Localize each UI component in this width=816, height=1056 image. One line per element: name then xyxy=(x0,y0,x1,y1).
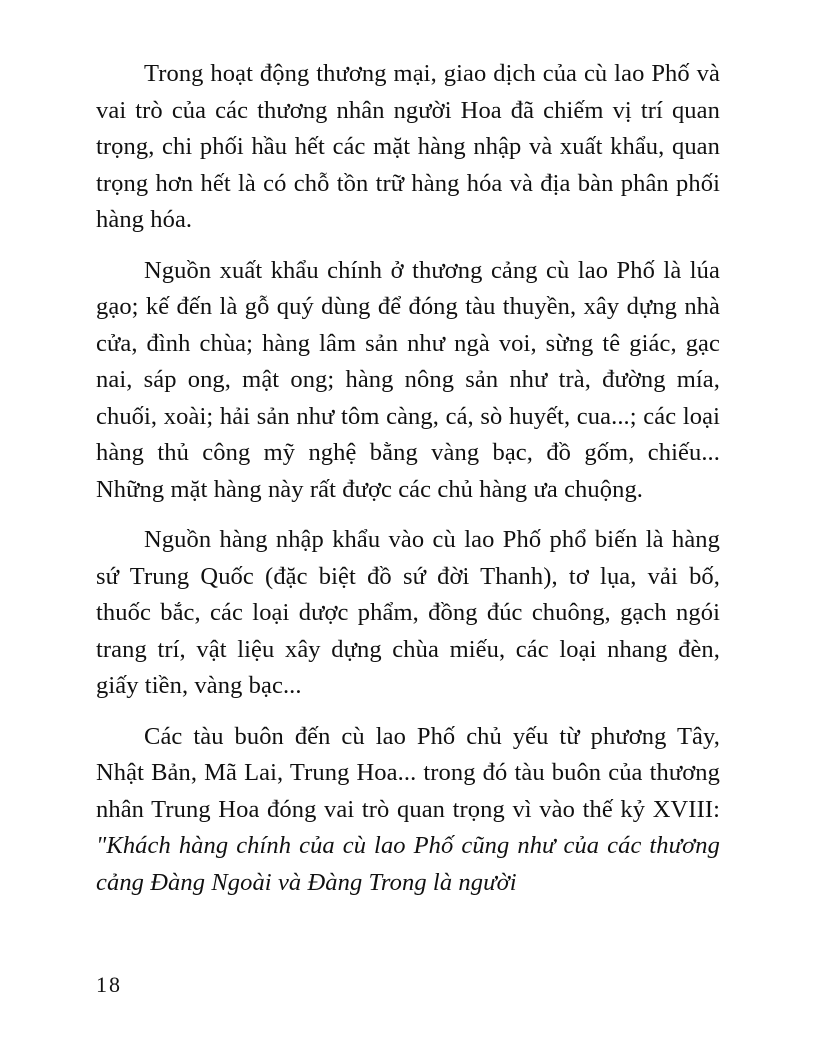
document-page xyxy=(96,56,720,915)
paragraph-trade-role: Trong hoạt động thương mại, giao dịch của cù lao Phố và vai trò của các thương nhân người Hoa đã chiếm vị trí quan trọng, chi phối hầu hết các mặt hàng nhập và xuất khẩu, quan trọng hơn hết là có chỗ tồn trữ hàng hóa và địa bàn phân phối hàng hóa. xyxy=(96,60,720,233)
paragraph-exports: Nguồn xuất khẩu chính ở thương cảng cù lao Phố là lúa gạo; kế đến là gỗ quý dùng để đóng tàu thuyền, xây dựng nhà cửa, đình chùa; hàng lâm sản như ngà voi, sừng tê giác, gạc nai, sáp ong, mật ong; hàng nông sản như trà, đường mía, chuối, xoài; hải sản như tôm càng, cá, sò huyết, cua...; các loại hàng thủ công mỹ nghệ bằng vàng bạc, đồ gốm, chiếu... Những mặt hàng này rất được các chủ hàng ưa chuộng. xyxy=(96,256,720,503)
paragraph-merchant-ships xyxy=(96,719,720,902)
paragraph-merchant-ships-text: Các tàu buôn đến cù lao Phố chủ yếu từ phương Tây, Nhật Bản, Mã Lai, Trung Hoa... trong đó tàu buôn của thương nhân Trung Hoa đóng vai trò quan trọng vì vào thế kỷ XVIII: xyxy=(96,722,720,823)
paragraph-imports: Nguồn hàng nhập khẩu vào cù lao Phố phổ biến là hàng sứ Trung Quốc (đặc biệt đồ sứ đời Thanh), tơ lụa, vải bố, thuốc bắc, các loại dược phẩm, đồng đúc chuông, gạch ngói trang trí, vật liệu xây dựng chùa miếu, các loại nhang đèn, giấy tiền, vàng bạc... xyxy=(96,526,720,699)
quote-italic: "Khách hàng chính của cù lao Phố cũng như của các thương cảng Đàng Ngoài và Đàng Trong là người xyxy=(96,832,720,896)
page-number: 18 xyxy=(96,972,122,997)
